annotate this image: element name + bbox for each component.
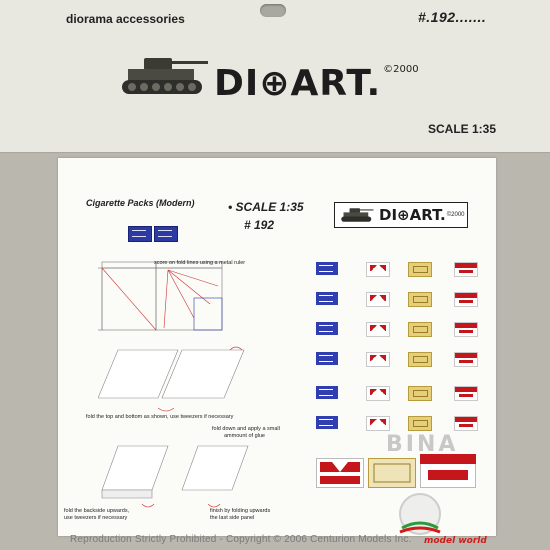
decal-red-pack — [366, 352, 390, 367]
decal-flag-pack — [454, 352, 478, 367]
decal-blue-pack — [316, 386, 338, 399]
instruction-step-5b: the last side panel — [210, 515, 255, 521]
fold-step-3 — [102, 446, 248, 507]
decal-blue-pack — [316, 292, 338, 305]
decal-flag-pack — [454, 322, 478, 337]
decal-flag-pack — [454, 262, 478, 277]
instruction-step-1: score on fold lines using a metal ruler — [154, 260, 246, 266]
decal-flag-pack — [454, 416, 478, 431]
logo-word: DI⊕ART. — [379, 206, 446, 224]
decal-gold-pack — [408, 386, 432, 401]
sheet-logo — [334, 202, 468, 228]
decal-flag-pack — [454, 386, 478, 401]
sheet-scale: • SCALE 1:35 — [228, 200, 304, 214]
instruction-step-4b: use tweezers if necessary — [64, 515, 128, 521]
folding-diagram — [98, 258, 298, 528]
decal-red-pack — [366, 416, 390, 431]
decal-red-pack — [366, 262, 390, 277]
decal-gold-pack — [408, 322, 432, 337]
decal-gold-pack — [408, 262, 432, 277]
watermark — [372, 432, 522, 550]
product-name: Cigarette Packs (Modern) — [86, 198, 195, 208]
decal-red-pack — [366, 322, 390, 337]
sample-pack — [154, 226, 178, 242]
decal-gold-pack — [408, 416, 432, 431]
item-number: # 192 — [244, 218, 275, 232]
decal-blue-pack — [316, 352, 338, 365]
decal-red-pack — [366, 292, 390, 307]
instruction-step-3a: fold down and apply a small — [212, 426, 280, 432]
net-diagram — [98, 262, 222, 330]
instruction-step-2: fold the top and bottom as shown, use tweezers if necessary — [86, 414, 234, 420]
decal-flag-pack — [454, 292, 478, 307]
sample-pack-pair — [128, 226, 178, 242]
decal-blue-pack — [316, 416, 338, 429]
tank-icon — [339, 206, 375, 224]
decal-gold-pack — [408, 352, 432, 367]
watermark-line-2: model world — [424, 536, 487, 546]
catalog-number: #.192....... — [418, 9, 487, 25]
watermark-line-1: BINA — [386, 432, 459, 457]
logo-year: ©2000 — [383, 64, 419, 75]
decal-gold-pack — [408, 292, 432, 307]
decal-carton-red — [316, 458, 364, 488]
decal-red-pack — [366, 386, 390, 401]
decal-blue-pack — [316, 262, 338, 275]
brand-logo — [214, 62, 419, 102]
instruction-step-5a: finish by folding upwards — [210, 508, 271, 514]
instruction-step-4a: fold the backside upwards, — [64, 508, 130, 514]
logo-year: ©2000 — [446, 212, 465, 218]
header-card — [0, 0, 550, 153]
hang-hole — [260, 4, 286, 17]
brand-line: diorama accessories — [66, 12, 185, 26]
tank-icon — [118, 52, 210, 100]
scale-label: SCALE 1:35 — [428, 122, 497, 136]
instruction-step-3b: ammount of glue — [224, 433, 265, 439]
fold-step-2 — [98, 347, 244, 411]
copyright-footer: Reproduction Strictly Prohibited - Copyright © 2006 Centurion Models Inc. — [70, 534, 412, 545]
sample-pack — [128, 226, 152, 242]
logo-word: DI⊕ART. — [214, 63, 382, 104]
decal-blue-pack — [316, 322, 338, 335]
